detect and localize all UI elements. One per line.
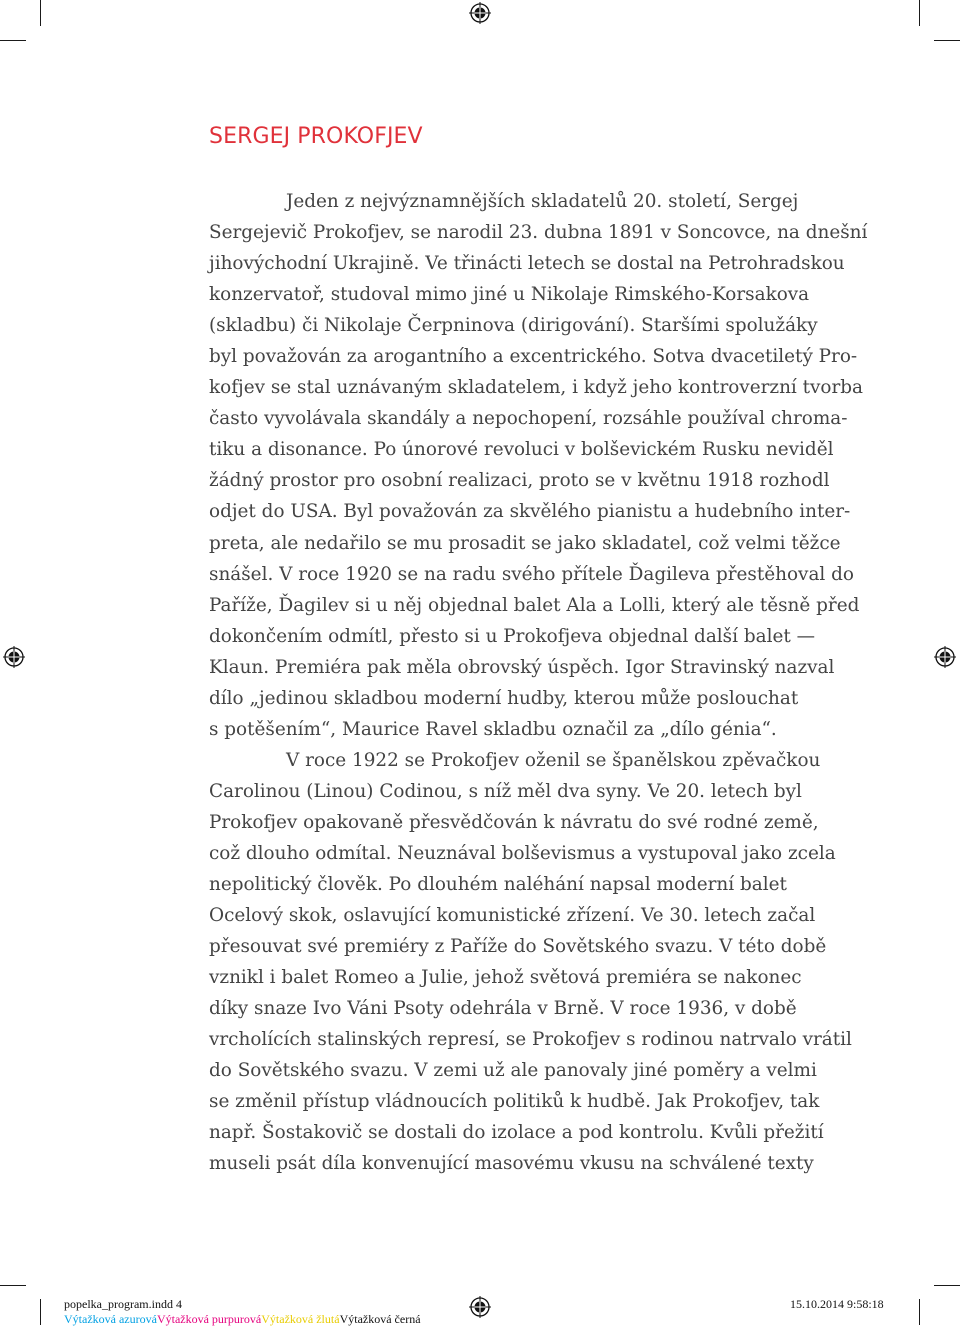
crop-mark-top-right-v (919, 0, 920, 26)
text-line: Jeden z nejvýznamnějších skladatelů 20. století, Sergej (286, 191, 799, 212)
slug-timestamp: 15.10.2014 9:58:18 (790, 1297, 884, 1311)
crop-mark-bottom-left-v (40, 1299, 41, 1325)
separation-magenta: Výtažková purpurová (156, 1312, 262, 1326)
text-line: konzervatoř, studoval mimo jiné u Nikolaje Rimského-Korsakova (209, 284, 810, 306)
text-line: vrcholících stalinských represí, se Prokofjev s rodinou natrvalo vrátil (209, 1029, 852, 1051)
crop-mark-bottom-left-h (0, 1285, 26, 1286)
text-line: přesouvat své premiéry z Paříže do Sovětského svazu. V této době (209, 936, 827, 958)
text-line: dokončením odmítl, přesto si u Prokofjeva objednal další balet — (209, 625, 815, 647)
paragraph-2 (209, 745, 852, 1180)
crop-mark-top-left-h (0, 40, 26, 41)
paragraph-1 (209, 186, 868, 745)
text-line: např. Šostakovič se dostali do izolace a pod kontrolu. Kvůli přežití (209, 1122, 824, 1144)
text-line: V roce 1922 se Prokofjev oženil se španělskou zpěvačkou (286, 749, 821, 771)
text-line: tiku a disonance. Po únorové revoluci v bolševickém Rusku neviděl (209, 439, 834, 461)
text-line: Paříže, Ďagilev si u něj objednal balet Ala a Lolli, který ale těsně před (209, 594, 860, 616)
article-body (209, 186, 868, 1180)
text-line: žádný prostor pro osobní realizaci, proto se v květnu 1918 rozhodl (209, 470, 830, 492)
text-line: dílo „jedinou skladbou moderní hudby, kterou může poslouchat (209, 687, 799, 709)
text-line: Prokofjev opakovaně přesvědčován k návratu do své rodné země, (209, 811, 819, 833)
slug-filename: popelka_program.indd 4 (64, 1297, 182, 1311)
text-line: vznikl i balet Romeo a Julie, jehož světová premiéra se nakonec (209, 967, 802, 989)
text-line: museli psát díla konvenující masovému vkusu na schválené texty (209, 1153, 814, 1175)
text-line: jihovýchodní Ukrajině. Ve třinácti letech se dostal na Petrohradskou (209, 253, 845, 275)
registration-mark-icon (469, 1296, 491, 1318)
text-line: snášel. V roce 1920 se na radu svého přítele Ďagileva přestěhoval do (209, 563, 854, 585)
crop-mark-bottom-right-v (919, 1299, 920, 1325)
text-line: (skladbu) či Nikolaje Čerpninova (dirigování). Staršími spolužáky (209, 315, 818, 337)
registration-mark-icon (469, 2, 491, 24)
text-line: se změnil přístup vládnoucích politiků k hudbě. Jak Prokofjev, tak (209, 1091, 820, 1113)
text-line: s potěšením“, Maurice Ravel skladbu označil za „dílo génia“. (209, 718, 777, 740)
separation-cyan: Výtažková azurová (64, 1312, 157, 1326)
registration-mark-icon (3, 646, 25, 668)
text-line: odjet do USA. Byl považován za skvělého pianistu a hudebního inter- (209, 501, 851, 523)
crop-mark-top-right-h (934, 40, 960, 41)
text-line: což dlouho odmítal. Neuznával bolševismus a vystupoval jako zcela (209, 842, 836, 864)
separation-black: Výtažková černá (339, 1312, 421, 1326)
text-line: Klaun. Premiéra pak měla obrovský úspěch. Igor Stravinský nazval (209, 656, 835, 678)
registration-mark-icon (934, 646, 956, 668)
separation-yellow: Výtažková žlutá (261, 1312, 340, 1326)
text-line: byl považován za arogantního a excentrického. Sotva dvacetiletý Pro- (209, 346, 858, 368)
crop-mark-top-left-v (40, 0, 41, 26)
text-line: díky snaze Ivo Váni Psoty odehrála v Brně. V roce 1936, v době (209, 998, 797, 1020)
text-line: do Sovětského svazu. V zemi už ale panovaly jiné poměry a velmi (209, 1060, 817, 1082)
text-line: Carolinou (Linou) Codinou, s níž měl dva syny. Ve 20. letech byl (209, 780, 802, 802)
text-line: kofjev se stal uznávaným skladatelem, i když jeho kontroverzní tvorba (209, 377, 864, 399)
text-line: Sergejevič Prokofjev, se narodil 23. dubna 1891 v Soncovce, na dnešní (209, 222, 868, 244)
text-line: často vyvolávala skandály a nepochopení, rozsáhle používal chroma- (209, 408, 848, 430)
page-title: SERGEJ PROKOFJEV (209, 124, 423, 149)
text-line: nepolitický člověk. Po dlouhém naléhání napsal moderní balet (209, 874, 787, 896)
text-line: preta, ale nedařilo se mu prosadit se jako skladatel, což velmi těžce (209, 532, 841, 554)
text-line: Ocelový skok, oslavující komunistické zřízení. Ve 30. letech začal (209, 905, 816, 927)
crop-mark-bottom-right-h (934, 1285, 960, 1286)
